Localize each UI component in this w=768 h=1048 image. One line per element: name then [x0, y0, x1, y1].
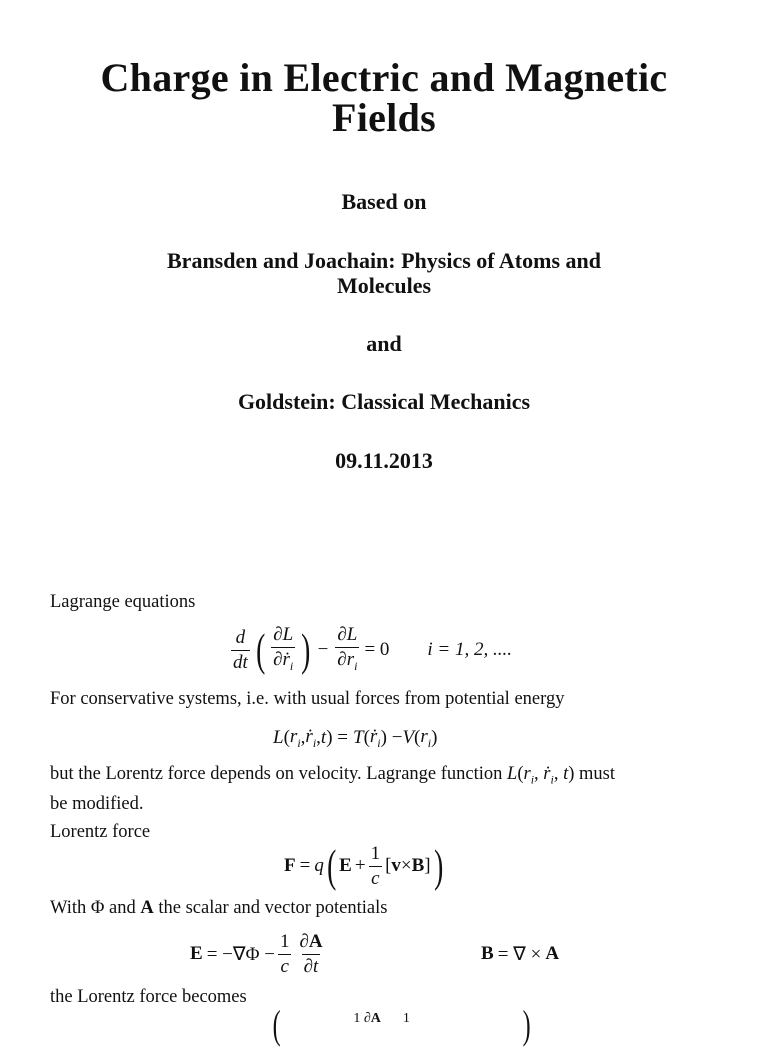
lorentz-depends-text-3: be modified. [50, 793, 144, 814]
reference-1-line-2: Molecules [336, 273, 432, 298]
potentials-text: With Φ and A the scalar and vector potentials [50, 898, 388, 918]
reference-2: Goldstein: Classical Mechanics [237, 389, 531, 414]
based-on-label: Based on [341, 189, 427, 214]
title-line-1: Charge in Electric and Magnetic [100, 55, 668, 100]
reference-1 [0, 248, 768, 298]
index-range: i = 1, 2, .... [427, 639, 513, 660]
next-equation-fragment: ( 1 ∂A 1 ) [272, 1002, 531, 1047]
lorentz-depends-text-1: but the Lorentz force depends on velocity. Lagrange function [50, 764, 508, 784]
potentials-text-post: the scalar and vector potentials [153, 898, 388, 918]
title-line-2: Fields [331, 95, 437, 140]
lorentz-depends-text-2: must [574, 764, 616, 784]
potentials-text-pre: With Φ and [50, 898, 141, 918]
lagrange-equations-label: Lagrange equations [50, 592, 196, 612]
electric-field-equation: E = −∇Φ − $\frac{1}{c}$ $\frac{\partial A}{\partial t}$ [190, 930, 323, 977]
lorentz-force-label: Lorentz force [50, 822, 151, 842]
document-date: 09.11.2013 [335, 448, 433, 473]
reference-1-line-1: Bransden and Joachain: Physics of Atoms and [167, 248, 601, 273]
lagrange-function-symbol: L [507, 764, 518, 784]
and-label: and [366, 331, 402, 356]
lagrange-equation: $\frac{d}{dt}$ ( $\frac{\partial L}{\partial ṙ_i}$ ) − $\frac{\partial L}{\partial r_i}$ = 0 i = 1, 2, .... [233, 623, 513, 675]
lagrangian-equation: L ( $r_i$ , ṙ$_i$ , t ) = T ( ṙ$_i$ ) − V ( $r_i$ ) [273, 725, 438, 750]
lorentz-force-equation: F = q ( E + $\frac{1}{c}$ [ v × B ] ) [284, 840, 443, 891]
page-title [0, 55, 768, 140]
lorentz-becomes-text: the Lorentz force becomes [50, 987, 247, 1007]
magnetic-field-equation: B = ∇ × A [481, 943, 560, 965]
conservative-text: For conservative systems, i.e. with usual forces from potential energy [50, 689, 565, 709]
lorentz-depends-paragraph: but the Lorentz force depends on velocity. Lagrange function $L(r_i$, ṙ$_i$, t) must be modified. [50, 764, 616, 814]
